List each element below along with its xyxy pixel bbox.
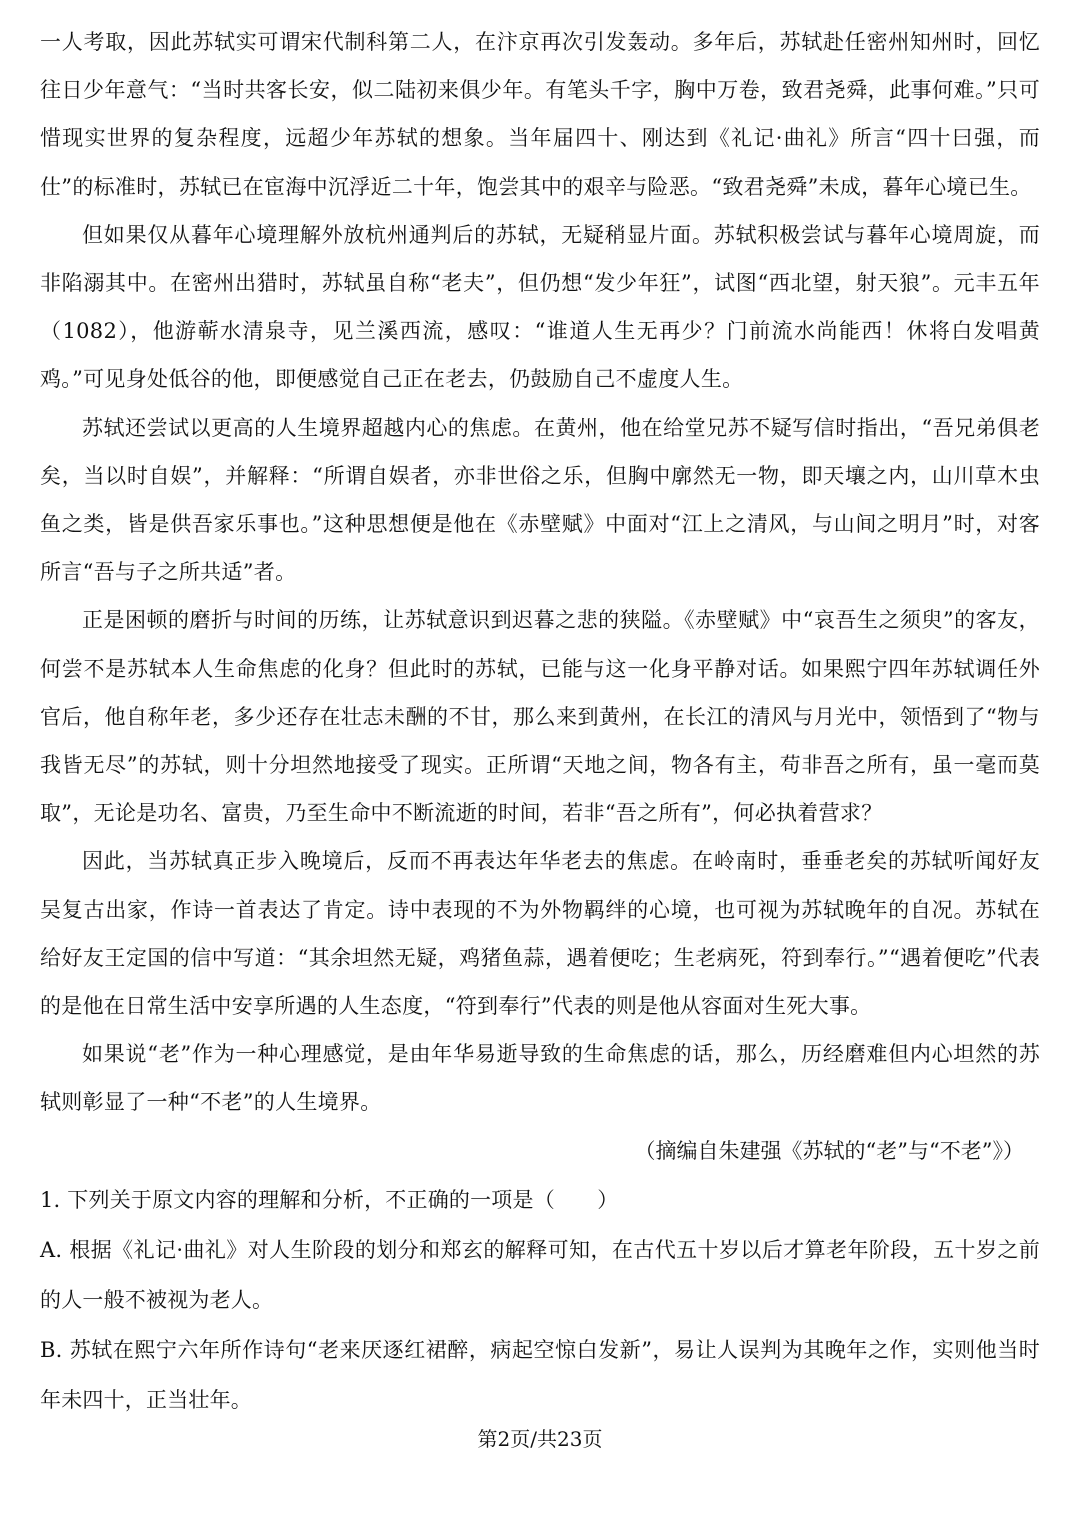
option-b: B. 苏轼在熙宁六年所作诗句“老来厌逐红裙醉，病起空惊白发新”，易让人误判为其晚年之作，实则他当时年未四十，正当壮年。 — [40, 1337, 1040, 1412]
option-a: A. 根据《礼记·曲礼》对人生阶段的划分和郑玄的解释可知，在古代五十岁以后才算老年阶段，五十岁之前的人一般不被视为老人。 — [40, 1237, 1040, 1312]
question-stem: 1. 下列关于原文内容的理解和分析，不正确的一项是（ ） — [40, 1187, 619, 1212]
paragraph-4: 正是困顿的磨折与时间的历练，让苏轼意识到迟暮之悲的狭隘。《赤壁赋》中“哀吾生之须臾”的客友，何尝不是苏轼本人生命焦虑的化身？但此时的苏轼，已能与这一化身平静对话。如果熙宁四年苏轼调任外官后，他自称年老，多少还存在壮志未酬的不甘，那么来到黄州，在长江的清风与月光中，领悟到了“物与我皆无尽”的苏轼，则十分坦然地接受了现实。正所谓“天地之间，物各有主，苟非吾之所有，虽一毫而莫取”，无论是功名、富贵，乃至生命中不断流逝的时间，若非“吾之所有”，何必执着营求？ — [40, 608, 1040, 826]
document-page — [40, 18, 1040, 1425]
paragraph-6: 如果说“老”作为一种心理感觉，是由年华易逝导致的生命焦虑的话，那么，历经磨难但内心坦然的苏轼则彰显了一种“不老”的人生境界。 — [40, 1042, 1040, 1115]
paragraph-1: 一人考取，因此苏轼实可谓宋代制科第二人，在汴京再次引发轰动。多年后，苏轼赴任密州知州时，回忆往日少年意气：“当时共客长安，似二陆初来俱少年。有笔头千字，胸中万卷，致君尧舜，此事何难。”只可惜现实世界的复杂程度，远超少年苏轼的想象。当年届四十、刚达到《礼记·曲礼》所言“四十曰强，而仕”的标准时，苏轼已在宦海中沉浮近二十年，饱尝其中的艰辛与险恶。“致君尧舜”未成，暮年心境已生。 — [40, 30, 1040, 199]
page-number: 第2页/共23页 — [477, 1427, 603, 1451]
paragraph-2: 但如果仅从暮年心境理解外放杭州通判后的苏轼，无疑稍显片面。苏轼积极尝试与暮年心境周旋，而非陷溺其中。在密州出猎时，苏轼虽自称“老夫”，但仍想“发少年狂”，试图“西北望，射天狼”。元丰五年（1082），他游蕲水清泉寺，见兰溪西流，感叹：“谁道人生无再少？门前流水尚能西！休将白发唱黄鸡。”可见身处低谷的他，即便感觉自己正在老去，仍鼓励自己不虚度人生。 — [40, 222, 1040, 392]
paragraph-5: 因此，当苏轼真正步入晚境后，反而不再表达年华老去的焦虑。在岭南时，垂垂老矣的苏轼听闻好友吴复古出家，作诗一首表达了肯定。诗中表现的不为外物羁绊的心境，也可视为苏轼晚年的自况。苏轼在给好友王定国的信中写道：“其余坦然无疑，鸡猪鱼蒜，遇着便吃；生老病死，符到奉行。”“遇着便吃”代表的是他在日常生活中安享所遇的人生态度，“符到奉行”代表的则是他从容面对生死大事。 — [40, 849, 1040, 1019]
source-citation: （摘编自朱建强《苏轼的“老”与“不老”》） — [634, 1138, 1024, 1163]
paragraph-3: 苏轼还尝试以更高的人生境界超越内心的焦虑。在黄州，他在给堂兄苏不疑写信时指出，“吾兄弟俱老矣，当以时自娱”，并解释：“所谓自娱者，亦非世俗之乐，但胸中廓然无一物，即天壤之内，山川草木虫鱼之类，皆是供吾家乐事也。”这种思想便是他在《赤壁赋》中面对“江上之清风，与山间之明月”时，对客所言“吾与子之所共适”者。 — [40, 415, 1040, 585]
